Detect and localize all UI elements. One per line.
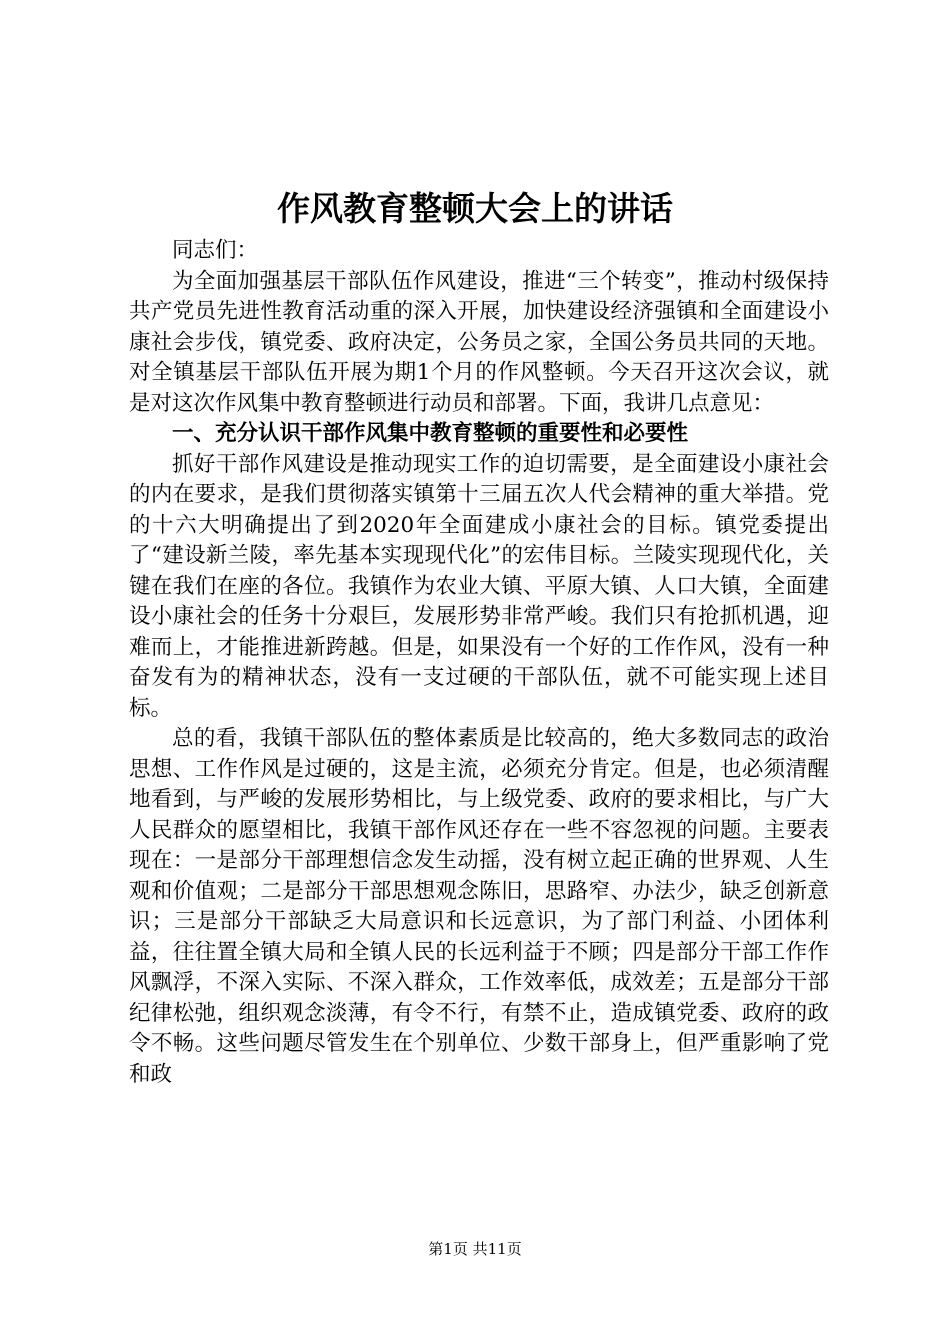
salutation-paragraph: 同志们： (172, 238, 259, 263)
document-body (129, 236, 829, 1090)
body-paragraph: 总的看，我镇干部队伍的整体素质是比较高的，绝大多数同志的政治思想、工作作风是过硬的，这是主流，必须充分肯定。但是，也必须清醒地看到，与严峻的发展形势相比，与上级党委、政府的要求相比，与广大人民群众的愿望相比，我镇干部作风还存在一些不容忽视的问题。主要表现在：一是部分干部理想信念发生动摇，没有树立起正确的世界观、人生观和价值观；二是部分干部思想观念陈旧，思路窄、办法少，缺乏创新意识；三是部分干部缺乏大局意识和长远意识，为了部门利益、小团体利益，往往置全镇大局和全镇人民的长远利益于不顾；四是部分干部工作作风飘浮，不深入实际、不深入群众，工作效率低，成效差；五是部分干部纪律松弛，组织观念淡薄，有令不行，有禁不止，造成镇党委、政府的政令不畅。这些问题尽管发生在个别单位、少数干部身上，但严重影响了党和政 (129, 726, 829, 1087)
intro-paragraph: 为全面加强基层干部队伍作风建设，推进“三个转变”，推动村级保持共产党员先进性教育活动重的深入开展，加快建设经济强镇和全面建设小康社会步伐，镇党委、政府决定，公务员之家，全国公务员共同的天地。对全镇基层干部队伍开展为期1个月的作风整顿。今天召开这次会议，就是对这次作风集中教育整顿进行动员和部署。下面，我讲几点意见： (129, 268, 829, 416)
body-paragraph: 抓好干部作风建设是推动现实工作的迫切需要，是全面建设小康社会的内在要求，是我们贯彻落实镇第十三届五次人代会精神的重大举措。党的十六大明确提出了到2020年全面建成小康社会的目标。镇党委提出了“建设新兰陵，率先基本实现现代化”的宏伟目标。兰陵实现现代化，关键在我们在座的各位。我镇作为农业大镇、平原大镇、人口大镇，全面建设小康社会的任务十分艰巨，发展形势非常严峻。我们只有抢抓机遇，迎难而上，才能推进新跨越。但是，如果没有一个好的工作作风，没有一种奋发有为的精神状态，没有一支过硬的干部队伍，就不可能实现上述目标。 (129, 451, 829, 721)
page-number-footer: 第1页 共11页 (428, 1240, 522, 1258)
section-heading: 一、充分认识干部作风集中教育整顿的重要性和必要性 (172, 421, 689, 446)
document-title: 作风教育整顿大会上的讲话 (277, 189, 673, 228)
